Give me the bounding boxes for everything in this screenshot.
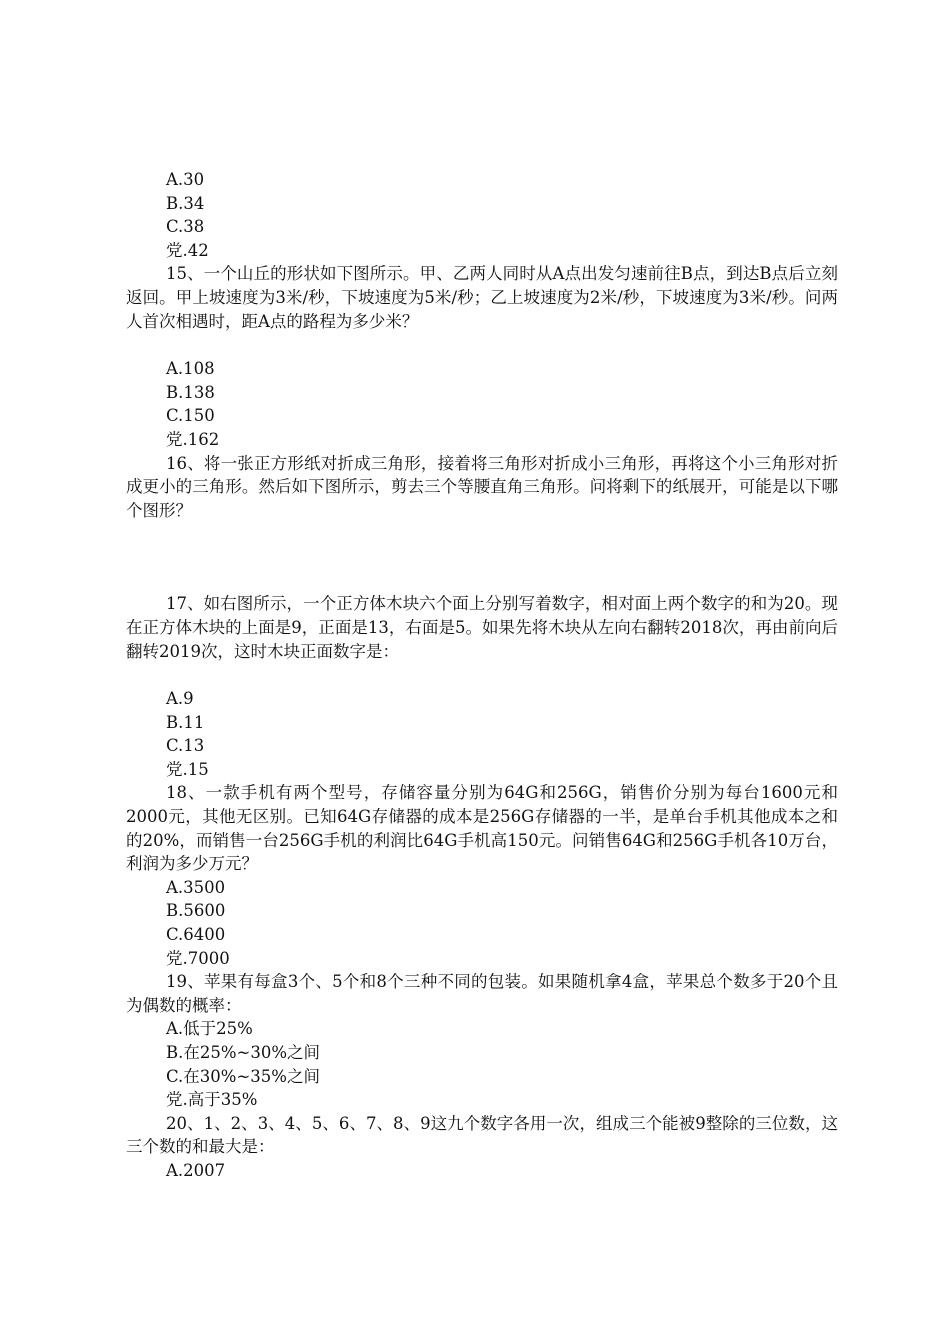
q14-option-b: B.34 xyxy=(166,193,205,213)
q18-option-a: A.3500 xyxy=(166,877,226,897)
q17-option-d: 党.15 xyxy=(166,759,209,779)
q18-option-c: C.6400 xyxy=(166,925,226,945)
question-18: 18、一款手机有两个型号，存储容量分别为64G和256G，销售价分别为每台1600元和2000元，其他无区别。已知64G存储器的成本是256G存储器的一半，是单台手机其他成本之和的20%，而销售一台256G手机的利润比64G手机高150元。问销售64G和256G手机各10万台，利润为多少万元？ xyxy=(126,783,838,874)
q19-option-c: C.在30%~35%之间 xyxy=(166,1066,320,1086)
question-20: 20、1、2、3、4、5、6、7、8、9这九个数字各用一次，组成三个能被9整除的三位数，这三个数的和最大是： xyxy=(126,1113,838,1157)
q19-option-b: B.在25%~30%之间 xyxy=(166,1043,321,1062)
q18-option-d: 党.7000 xyxy=(166,948,230,968)
q20-option-a: A.2007 xyxy=(166,1160,226,1180)
q17-figure-space xyxy=(126,663,838,687)
q16-figure-space xyxy=(126,522,838,592)
q15-figure-space xyxy=(126,333,838,357)
q17-option-a: A.9 xyxy=(166,689,194,709)
q15-option-d: 党.162 xyxy=(166,429,220,449)
q14-option-a: A.30 xyxy=(166,170,205,189)
q15-option-b: B.138 xyxy=(166,382,215,402)
question-17: 17、如右图所示，一个正方体木块六个面上分别写着数字，相对面上两个数字的和为20。现在正方体木块的上面是9，正面是13，右面是5。如果先将木块从左向右翻转2018次，再由前向后翻转2019次，这时木块正面数字是： xyxy=(126,594,838,661)
q15-option-a: A.108 xyxy=(166,359,215,379)
q19-option-a: A.低于25% xyxy=(166,1019,253,1039)
question-15: 15、一个山丘的形状如下图所示。甲、乙两人同时从A点出发匀速前往B点，到达B点后立刻返回。甲上坡速度为3米/秒，下坡速度为5米/秒；乙上坡速度为2米/秒，下坡速度为3米/秒。问两人首次相遇时，距A点的路程为多少米？ xyxy=(126,264,838,331)
q17-option-b: B.11 xyxy=(166,712,205,732)
q14-option-d: 党.42 xyxy=(166,240,209,260)
question-19: 19、苹果有每盒3个、5个和8个三种不同的包装。如果随机拿4盒，苹果总个数多于20个且为偶数的概率： xyxy=(126,972,838,1015)
q14-option-c: C.38 xyxy=(166,217,205,237)
q15-option-c: C.150 xyxy=(166,406,215,426)
question-16: 16、将一张正方形纸对折成三角形，接着将三角形对折成小三角形，再将这个小三角形对折成更小的三角形。然后如下图所示，剪去三个等腰直角三角形。问将剩下的纸展开，可能是以下哪个图形？ xyxy=(126,453,838,520)
q19-option-d: 党.高于35% xyxy=(166,1090,258,1110)
q17-option-c: C.13 xyxy=(166,736,205,756)
q18-option-b: B.5600 xyxy=(166,901,226,921)
document-content xyxy=(126,168,838,1183)
